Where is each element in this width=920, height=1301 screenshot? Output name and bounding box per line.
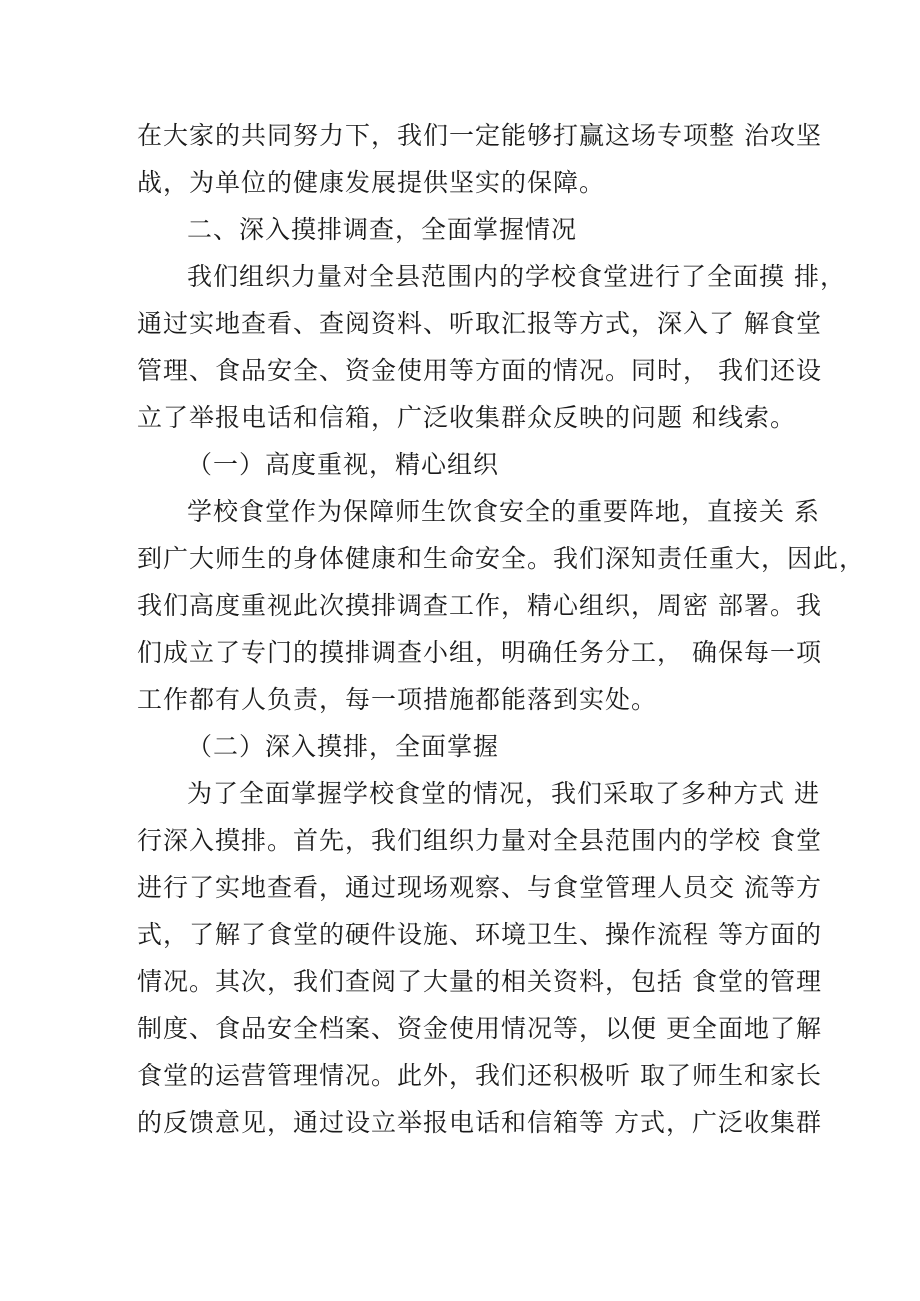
text-line-11: 我们高度重视此次摸排调查工作，精心组织，周密 部署。我 <box>137 591 822 620</box>
text-line-18: 式，了解了食堂的硬件设施、环境卫生、操作流程 等方面的 <box>137 920 822 949</box>
text-line-21: 食堂的运营管理情况。此外，我们还积极听 取了师生和家长 <box>137 1061 822 1090</box>
text-line-22: 的反馈意见，通过设立举报电话和信箱等 方式，广泛收集群 <box>137 1108 822 1137</box>
text-line-10: 到广大师生的身体健康和生命安全。我们深知责任重大，因此， <box>137 544 866 573</box>
text-line-9: 学校食堂作为保障师生饮食安全的重要阵地，直接关 系 <box>187 497 820 526</box>
text-line-7: 立了举报电话和信箱，广泛收集群众反映的问题 和线索。 <box>137 403 796 432</box>
section-heading-2: 二、深入摸排调查，全面掌握情况 <box>187 215 578 244</box>
text-line-19: 情况。其次，我们查阅了大量的相关资料，包括 食堂的管理 <box>137 967 822 996</box>
document-body <box>137 112 866 1146</box>
text-line-15: 为了全面掌握学校食堂的情况，我们采取了多种方式 进 <box>187 779 820 808</box>
text-line-12: 们成立了专门的摸排调查小组，明确任务分工， 确保每一项 <box>137 638 822 667</box>
text-line-1: 在大家的共同努力下，我们一定能够打赢这场专项整 治攻坚 <box>137 121 822 150</box>
text-line-5: 通过实地查看、查阅资料、听取汇报等方式，深入了 解食堂 <box>137 309 822 338</box>
text-line-17: 进行了实地查看，通过现场观察、与食堂管理人员交 流等方 <box>137 873 822 902</box>
text-line-4: 我们组织力量对全县范围内的学校食堂进行了全面摸 排， <box>187 262 846 291</box>
text-line-20: 制度、食品安全档案、资金使用情况等，以便 更全面地了解 <box>137 1014 822 1043</box>
subheading-1: （一）高度重视，精心组织 <box>187 450 500 479</box>
text-line-2: 战，为单位的健康发展提供坚实的保障。 <box>137 168 606 197</box>
text-line-13: 工作都有人负责，每一项措施都能落到实处。 <box>137 685 658 714</box>
text-line-6: 管理、食品安全、资金使用等方面的情况。同时， 我们还设 <box>137 356 822 385</box>
text-line-16: 行深入摸排。首先，我们组织力量对全县范围内的学校 食堂 <box>137 826 822 855</box>
subheading-2: （二）深入摸排，全面掌握 <box>187 732 500 761</box>
